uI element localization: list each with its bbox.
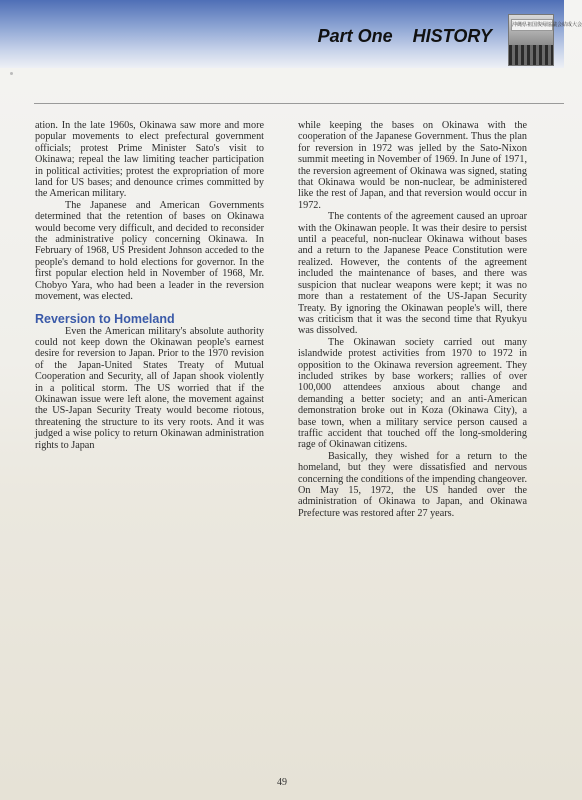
page-header — [318, 26, 492, 47]
photo-crowd — [509, 45, 553, 65]
left-paragraph-3: Even the American military's absolute authority could not keep down the Okinawan people's earnest desire for reversion to Japan. Prior to the 1970 revision of the Japan-United States Treaty of Mutual Cooperation and Security, all of Japan shook violently in a political storm. The US worried that if the Okinawan issue were left alone, the movement against the US-Japan Security Treaty would become riotous, threatening the structure to its very roots. And it was judged a wise policy to return Okinawan administration rights to Japan — [35, 325, 264, 451]
header-photo — [508, 14, 582, 66]
left-column — [35, 120, 264, 451]
photo-banner: 沖縄県祖国復帰協議会結成大会 — [511, 19, 553, 31]
margin-mark — [10, 72, 13, 75]
left-paragraph-2: The Japanese and American Governments determined that the retention of bases on Okinawa would become very difficult, and decided to reconsider the administrative policy concerning Okinawa. In February of 1968, US President Johnson acceded to the people's demand to hold elections for governor. In the first popular election held in November of 1968, Mr. Chobyo Yara, who had been a leader in the reversion movement, was elected. — [35, 199, 264, 303]
right-paragraph-3: The Okinawan society carried out many islandwide protest activities from 1970 to 1972 in opposition to the Okinawa reversion agreement. They included strikes by base workers; rallies of over 100,000 attendees anxious about change and demanding a better society; and an anti-American demonstration broke out in Koza (Okinawa City), a base town, when a military service person caused a traffic accident that touched off the long-smoldering rage of Okinawan citizens. — [298, 336, 527, 451]
section-label: HISTORY — [412, 26, 492, 46]
header-rule — [34, 103, 564, 104]
right-column — [298, 120, 527, 519]
right-paragraph-2: The contents of the agreement caused an uproar with the Okinawan people. It was their desire to persist until a peaceful, non-nuclear Okinawa without bases and a return to the Japanese Peace Constitution were realized. However, the contents of the agreement included the maintenance of bases, and there was suspicion that nuclear weapons were kept; it was no more than a restatement of the US-Japan Security Treaty. By ignoring the Okinawan people's will, there was criticism that it was the second time that Ryukyu was dissolved. — [298, 211, 527, 337]
page-number: 49 — [277, 777, 287, 788]
part-label: Part One — [317, 26, 393, 46]
left-paragraph-1: ation. In the late 1960s, Okinawa saw more and more popular movements to elect prefectural government officials; protest Prime Minister Sato's visit to Okinawa; repeal the law limiting teacher participation in political activities; protest the expropriation of more land for US bases; and denounce crimes committed by the American military. — [35, 120, 264, 200]
section-heading: Reversion to Homeland — [35, 311, 175, 326]
right-paragraph-4: Basically, they wished for a return to the homeland, but they were dissatisfied and nervous concerning the conditions of the impending changeover. On May 15, 1972, the US handed over the administration of Okinawa to Japan, and Okinawa Prefecture was restored after 27 years. — [298, 450, 527, 519]
right-paragraph-1: while keeping the bases on Okinawa with the cooperation of the Japanese Government. Thus the plan for reversion in 1972 was jelled by the Sato-Nixon summit meeting in November of 1969. In June of 1971, the reversion agreement of Okinawa was signed, stating that Okinawa would be non-nuclear, be administered like the rest of Japan, and that reversion would occur in 1972. — [298, 120, 527, 211]
